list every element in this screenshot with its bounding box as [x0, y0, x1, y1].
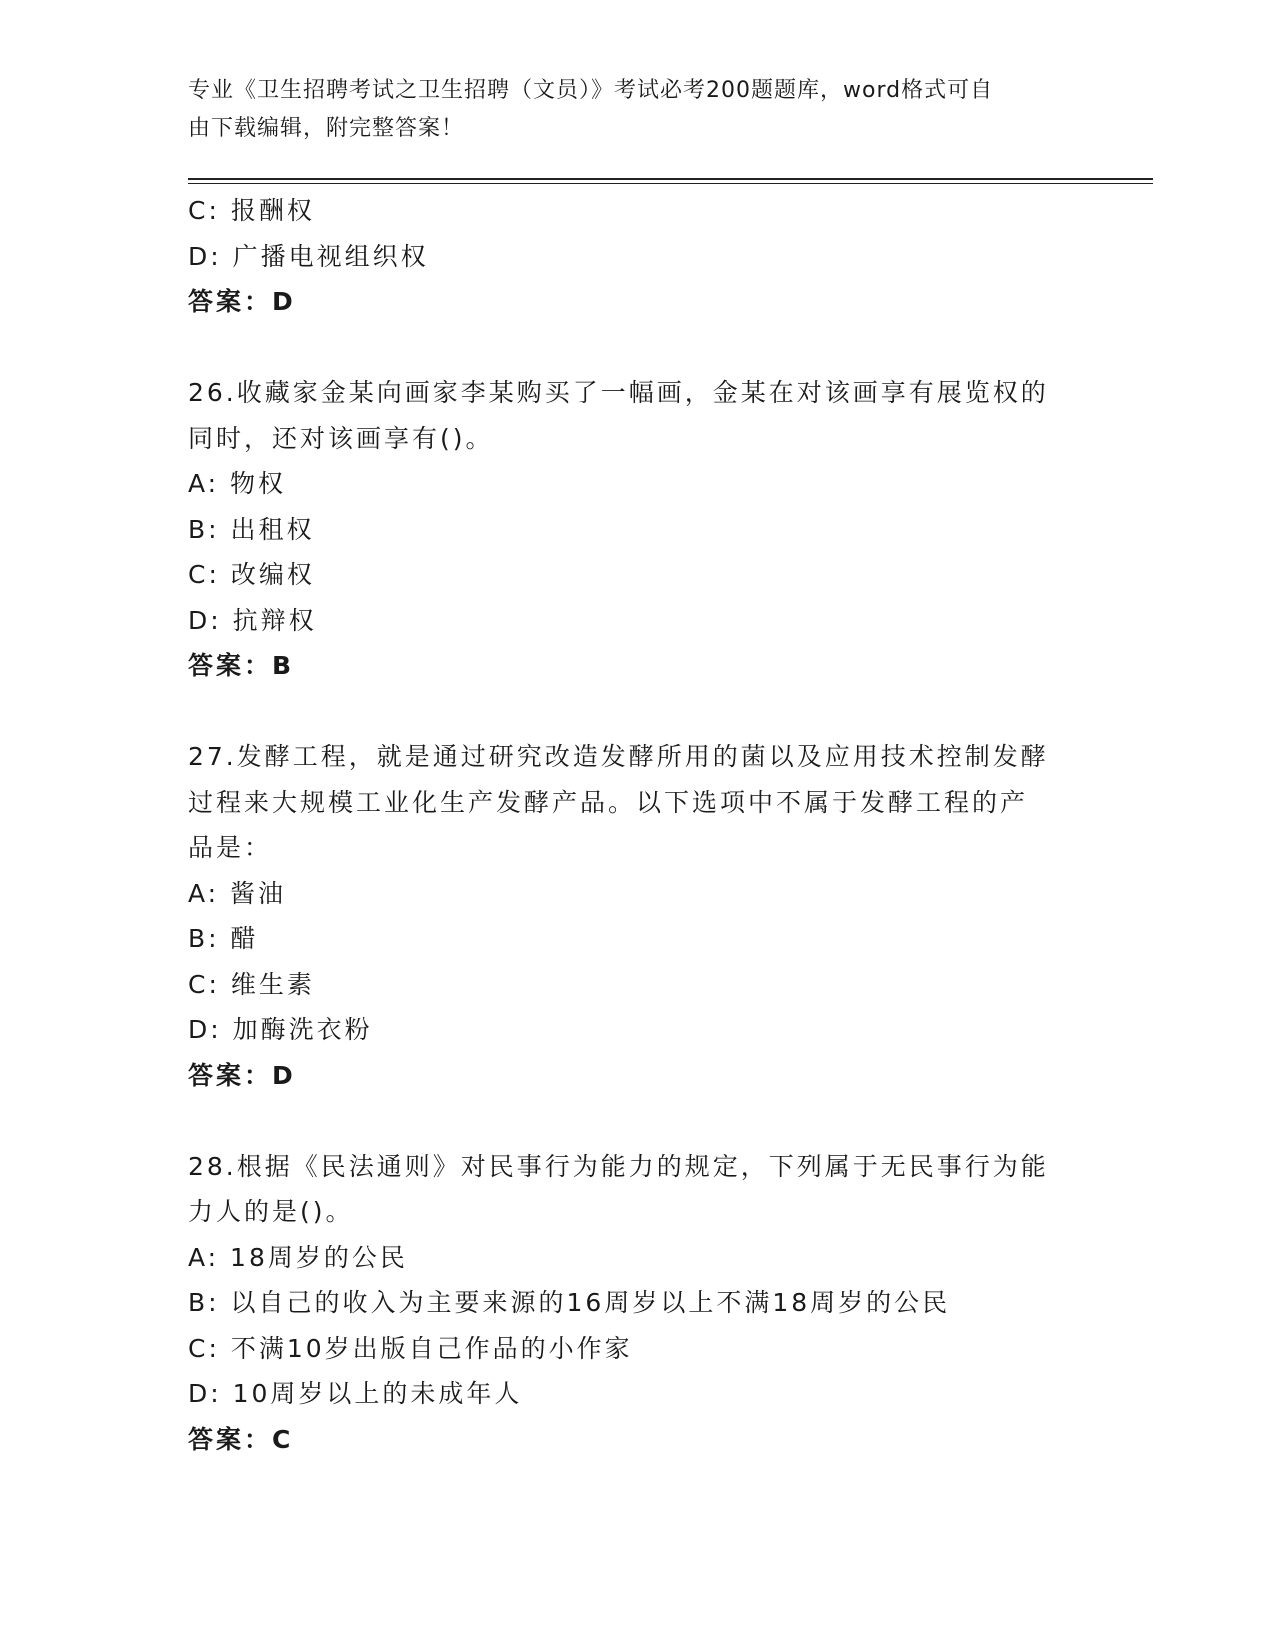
- document-header: [188, 72, 1068, 148]
- option-a: A: 18周岁的公民: [188, 1242, 408, 1272]
- question-stem-line: 28.根据《民法通则》对民事行为能力的规定，下列属于无民事行为能: [188, 1151, 1049, 1181]
- option-a: A: 酱油: [188, 878, 287, 908]
- spacer: [188, 1098, 1108, 1144]
- question-26: [188, 370, 1108, 689]
- header-line-1: 专业《卫生招聘考试之卫生招聘（文员）》考试必考200题题库，word格式可自: [188, 78, 994, 103]
- option-c: C: 报酬权: [188, 196, 315, 225]
- option-a: A: 物权: [188, 469, 287, 498]
- header-line-2: 由下载编辑，附完整答案！: [188, 116, 465, 141]
- header-divider-thin: [188, 183, 1153, 184]
- header-divider-thick: [188, 178, 1153, 180]
- option-b: B: 醋: [188, 924, 259, 953]
- question-stem-line: 27.发酵工程，就是通过研究改造发酵所用的菌以及应用技术控制发酵: [188, 742, 1049, 771]
- option-d: D: 广播电视组织权: [188, 241, 429, 271]
- option-c: C: 不满10岁出版自己作品的小作家: [188, 1333, 633, 1363]
- answer-line: 答案：B: [188, 651, 295, 680]
- question-27: [188, 734, 1108, 1098]
- question-28: [188, 1144, 1108, 1463]
- option-d: D: 抗辩权: [188, 605, 317, 635]
- option-c: C: 改编权: [188, 560, 315, 589]
- question-stem-line: 同时，还对该画享有()。: [188, 423, 494, 453]
- question-stem-line: 品是：: [188, 833, 273, 862]
- option-b: B: 出租权: [188, 514, 315, 544]
- spacer: [188, 325, 1108, 371]
- option-d: D: 10周岁以上的未成年人: [188, 1379, 523, 1408]
- question-stem-line: 过程来大规模工业化生产发酵产品。以下选项中不属于发酵工程的产: [188, 787, 1029, 817]
- question-list: [188, 188, 1108, 1462]
- answer-line: 答案：D: [188, 1060, 296, 1090]
- option-c: C: 维生素: [188, 969, 315, 999]
- spacer: [188, 689, 1108, 735]
- answer-line: 答案：C: [188, 1424, 294, 1454]
- option-b: B: 以自己的收入为主要来源的16周岁以上不满18周岁的公民: [188, 1288, 951, 1317]
- answer-line: 答案：D: [188, 287, 296, 316]
- question-stem-line: 力人的是()。: [188, 1197, 354, 1226]
- option-d: D: 加酶洗衣粉: [188, 1015, 373, 1044]
- question-fragment: [188, 188, 1108, 325]
- question-stem-line: 26.收藏家金某向画家李某购买了一幅画，金某在对该画享有展览权的: [188, 378, 1049, 407]
